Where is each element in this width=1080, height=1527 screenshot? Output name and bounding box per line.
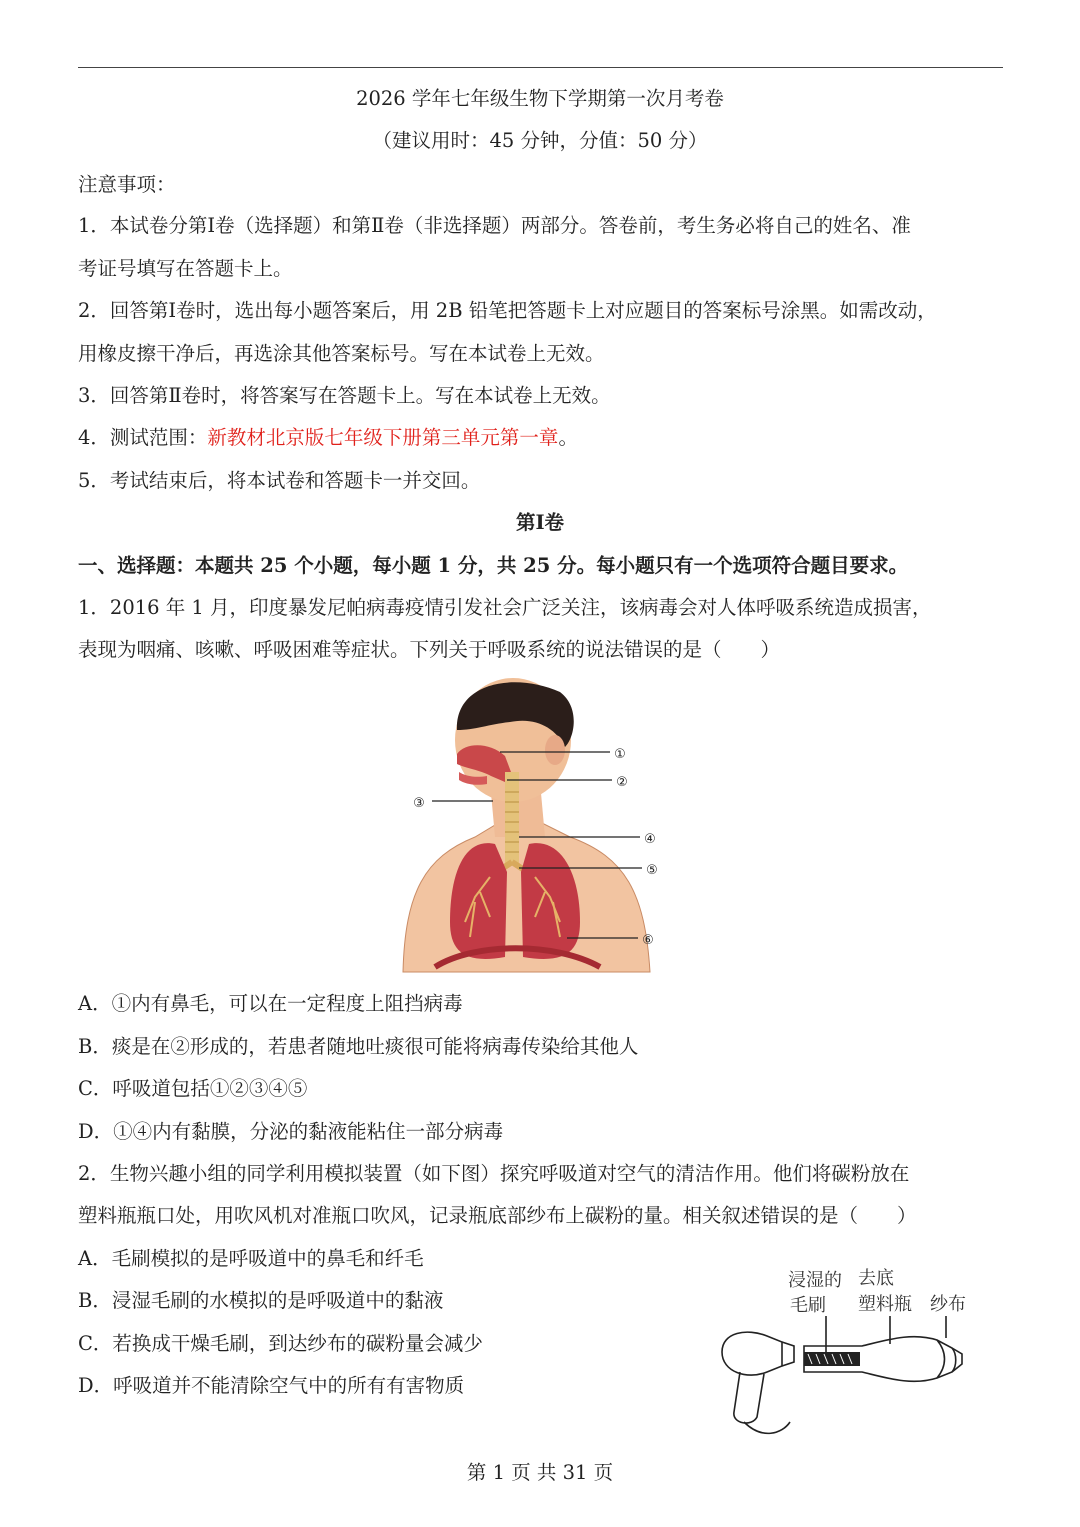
figure-label-5 xyxy=(646,863,658,878)
section-instructions: 一、选择题：本题共 25 个小题，每小题 1 分，共 25 分。每小题只有一个选项符合题目要求。 xyxy=(78,554,909,577)
label-bottle-1: 去底 xyxy=(858,1268,894,1289)
figure-label-3 xyxy=(413,796,425,811)
notice-item-4-prefix: 4．测试范围： xyxy=(78,426,208,449)
q1-stem-b: 表现为咽痛、咳嗽、呼吸困难等症状。下列关于呼吸系统的说法错误的是（ ） xyxy=(78,638,781,661)
q1-option-a: A．①内有鼻毛，可以在一定程度上阻挡病毒 xyxy=(78,992,463,1015)
q2-stem-a: 2．生物兴趣小组的同学利用模拟装置（如下图）探究呼吸道对空气的清洁作用。他们将碳粉放在 xyxy=(78,1162,910,1185)
volume-heading: 第Ⅰ卷 xyxy=(515,511,565,534)
apparatus-figure xyxy=(712,1262,982,1442)
notice-heading: 注意事项： xyxy=(78,173,176,196)
svg-text:⑤: ⑤ xyxy=(646,863,658,878)
exam-title: 2026 学年七年级生物下学期第一次月考卷 xyxy=(356,87,724,110)
notice-item-4 xyxy=(78,425,578,451)
test-scope: 新教材北京版七年级下册第三单元第一章 xyxy=(207,426,559,449)
notice-item-1a: 1．本试卷分第Ⅰ卷（选择题）和第Ⅱ卷（非选择题）两部分。答卷前，考生务必将自己的姓名、准 xyxy=(78,214,911,237)
notice-item-2b: 用橡皮擦干净后，再选涂其他答案标号。写在本试卷上无效。 xyxy=(78,342,605,365)
respiratory-system-figure xyxy=(395,672,685,977)
label-brush-1: 浸湿的 xyxy=(788,1270,842,1291)
q1-option-d: D．①④内有黏膜，分泌的黏液能粘住一部分病毒 xyxy=(78,1120,504,1143)
q2-option-b: B．浸湿毛刷的水模拟的是呼吸道中的黏液 xyxy=(78,1289,444,1312)
label-bottle-2: 塑料瓶 xyxy=(858,1294,912,1315)
q1-option-c: C．呼吸道包括①②③④⑤ xyxy=(78,1077,308,1100)
svg-text:①: ① xyxy=(614,747,626,762)
label-brush-2: 毛刷 xyxy=(790,1295,826,1316)
svg-text:③: ③ xyxy=(413,796,425,811)
figure-label-2 xyxy=(616,775,628,790)
q2-option-c: C．若换成干燥毛刷，到达纱布的碳粉量会减少 xyxy=(78,1332,483,1355)
figure-label-4 xyxy=(644,832,656,847)
q2-option-a: A．毛刷模拟的是呼吸道中的鼻毛和纤毛 xyxy=(78,1247,424,1270)
notice-item-1b: 考证号填写在答题卡上。 xyxy=(78,257,293,280)
q2-option-d: D．呼吸道并不能清除空气中的所有有害物质 xyxy=(78,1374,465,1397)
notice-item-3: 3．回答第Ⅱ卷时，将答案写在答题卡上。写在本试卷上无效。 xyxy=(78,384,611,407)
q2-stem-b: 塑料瓶瓶口处，用吹风机对准瓶口吹风，记录瓶底部纱布上碳粉的量。相关叙述错误的是（ ） xyxy=(78,1204,917,1227)
notice-item-5: 5．考试结束后，将本试卷和答题卡一并交回。 xyxy=(78,469,481,492)
svg-text:②: ② xyxy=(616,775,628,790)
figure-label-6 xyxy=(642,933,654,948)
label-gauze: 纱布 xyxy=(930,1294,966,1315)
notice-item-2a: 2．回答第Ⅰ卷时，选出每小题答案后，用 2B 铅笔把答题卡上对应题目的答案标号涂黑。如需改动， xyxy=(78,299,937,322)
page-footer: 第 1 页 共 31 页 xyxy=(466,1461,614,1484)
q1-option-b: B．痰是在②形成的，若患者随地吐痰很可能将病毒传染给其他人 xyxy=(78,1035,639,1058)
notice-item-4-suffix: 。 xyxy=(558,426,578,449)
q1-stem-a: 1．2016 年 1 月，印度暴发尼帕病毒疫情引发社会广泛关注，该病毒会对人体呼吸系统造成损害， xyxy=(78,596,932,619)
header-rule xyxy=(78,67,1003,68)
figure-label-1 xyxy=(614,747,626,762)
svg-text:④: ④ xyxy=(644,832,656,847)
exam-subtitle: （建议用时：45 分钟，分值：50 分） xyxy=(372,129,708,152)
svg-text:⑥: ⑥ xyxy=(642,933,654,948)
